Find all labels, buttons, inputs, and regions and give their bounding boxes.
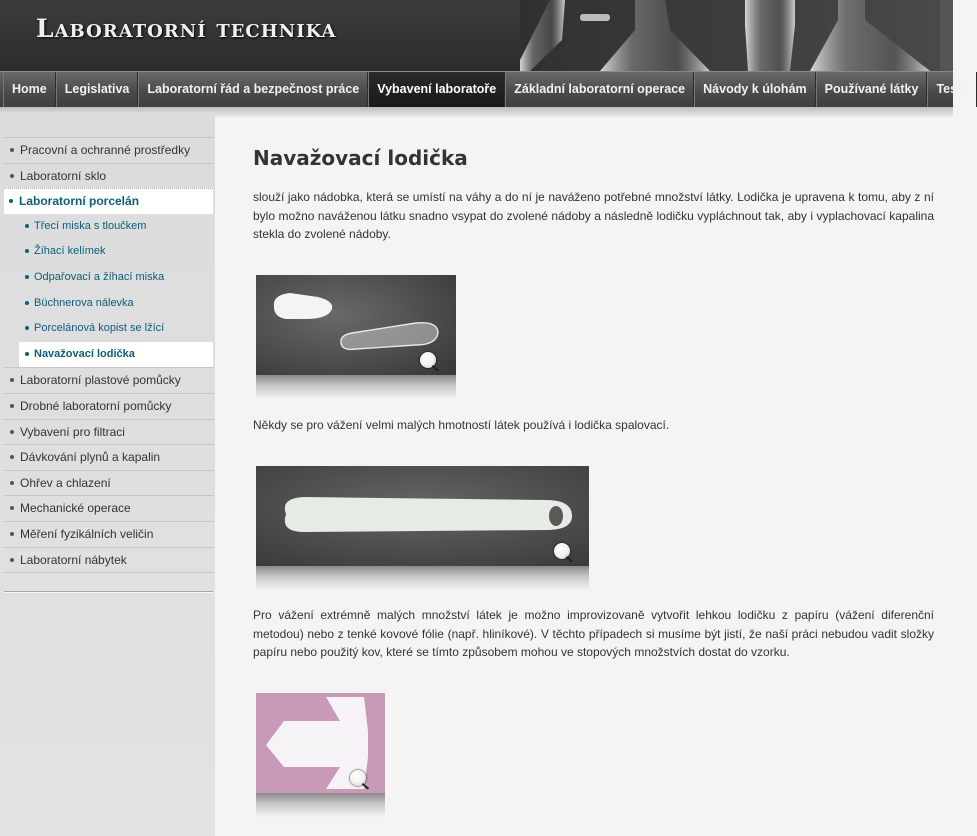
sidebar-menu bbox=[4, 137, 213, 573]
site-header bbox=[0, 0, 953, 71]
nav-laboratorni-rad[interactable]: Laboratorní řád a bezpečnost práce bbox=[138, 72, 368, 107]
site-title-text: Laboratorní technika bbox=[36, 14, 337, 43]
photo-reflection bbox=[256, 375, 456, 399]
glassware-banner-image bbox=[520, 0, 953, 71]
sidebar-subitem-buchnerova-nalevka[interactable]: Büchnerova nálevka bbox=[4, 291, 213, 317]
zoom-icon[interactable] bbox=[350, 770, 366, 786]
sidebar bbox=[0, 112, 215, 836]
photo-paper-boat[interactable] bbox=[256, 693, 385, 817]
sidebar-item-mereni-velicin[interactable]: Měření fyzikálních veličin bbox=[4, 521, 213, 547]
sidebar-divider bbox=[4, 591, 213, 593]
sidebar-subitem-treci-miska[interactable]: Třecí miska s tloučkem bbox=[4, 214, 213, 240]
sidebar-menu-end bbox=[4, 572, 213, 573]
sidebar-item-laboratorni-nabytek[interactable]: Laboratorní nábytek bbox=[4, 547, 213, 573]
page-title: Navažovací lodička bbox=[253, 146, 468, 170]
sidebar-item-pracovni-prostredky[interactable]: Pracovní a ochranné prostředky bbox=[4, 137, 213, 163]
sidebar-item-drobne-pomucky[interactable]: Drobné laboratorní pomůcky bbox=[4, 393, 213, 419]
photo-combustion-boat-image bbox=[256, 466, 589, 566]
nav-pouzivane-latky[interactable]: Používané látky bbox=[816, 72, 928, 107]
sidebar-item-davkovani[interactable]: Dávkování plynů a kapalin bbox=[4, 444, 213, 470]
nav-vybaveni-laboratore[interactable]: Vybavení laboratoře bbox=[368, 72, 505, 107]
sidebar-subitem-zihaci-kelimek[interactable]: Žíhací kelímek bbox=[4, 239, 213, 265]
nav-home[interactable]: Home bbox=[3, 72, 56, 107]
site-title[interactable] bbox=[36, 14, 337, 43]
photo-reflection bbox=[256, 793, 385, 817]
nav-legislativa[interactable]: Legislativa bbox=[56, 72, 139, 107]
nav-testy[interactable]: Testy bbox=[927, 72, 977, 107]
sidebar-item-laboratorni-sklo[interactable]: Laboratorní sklo bbox=[4, 163, 213, 189]
sidebar-item-laboratorni-porcelan[interactable]: Laboratorní porcelán bbox=[4, 188, 213, 214]
zoom-icon[interactable] bbox=[554, 543, 570, 559]
nav-zakladni-operace[interactable]: Základní laboratorní operace bbox=[505, 72, 694, 107]
sidebar-item-vybaveni-filtrace[interactable]: Vybavení pro filtraci bbox=[4, 419, 213, 445]
paragraph-combustion-boat: Někdy se pro vážení velmi malých hmotností látek používá i lodička spalovací. bbox=[253, 418, 670, 432]
nav-navody[interactable]: Návody k úlohám bbox=[694, 72, 816, 107]
paragraph-paper-boat: Pro vážení extrémně malých množství látek je možno improvizovaně vytvořit lehkou lodičku z papíru (vážení diferenční metodou) nebo z tenké kovové fólie (např. hliníkové). V těchto případech si musíme být jistí, že naší práci nebudou vadit složky papíru nebo použitý kov, které se tímto způsobem mohou ve stopových množstvích dostat do vzorku. bbox=[253, 608, 934, 659]
photo-weighing-boats[interactable] bbox=[256, 275, 456, 399]
sidebar-subitem-odparovaci-miska[interactable]: Odpařovací a žíhací miska bbox=[4, 265, 213, 291]
sidebar-item-ohrev-chlazeni[interactable]: Ohřev a chlazení bbox=[4, 470, 213, 496]
paragraph-intro: slouží jako nádobka, která se umístí na váhy a do ní je naváženo potřebné množství látky. Lodička je upravena k tomu, aby z ní bylo možno naváženou látku snadno vsypat do zvolené nádoby a následně lodičku vypláchnout tak, aby i vyplachovací kapalina stekla do zvolené nádoby. bbox=[253, 190, 934, 241]
photo-reflection bbox=[256, 566, 589, 590]
zoom-icon[interactable] bbox=[420, 352, 436, 368]
main-nav bbox=[0, 71, 969, 107]
sidebar-item-mechanicke-operace[interactable]: Mechanické operace bbox=[4, 495, 213, 521]
sidebar-subitem-navazovaci-lodicka[interactable]: Navažovací lodička bbox=[19, 342, 213, 368]
sidebar-item-plastove-pomucky[interactable]: Laboratorní plastové pomůcky bbox=[4, 367, 213, 393]
sidebar-subitem-porcelanova-kopist[interactable]: Porcelánová kopist se lžící bbox=[4, 316, 213, 342]
photo-combustion-boat[interactable] bbox=[256, 466, 589, 590]
